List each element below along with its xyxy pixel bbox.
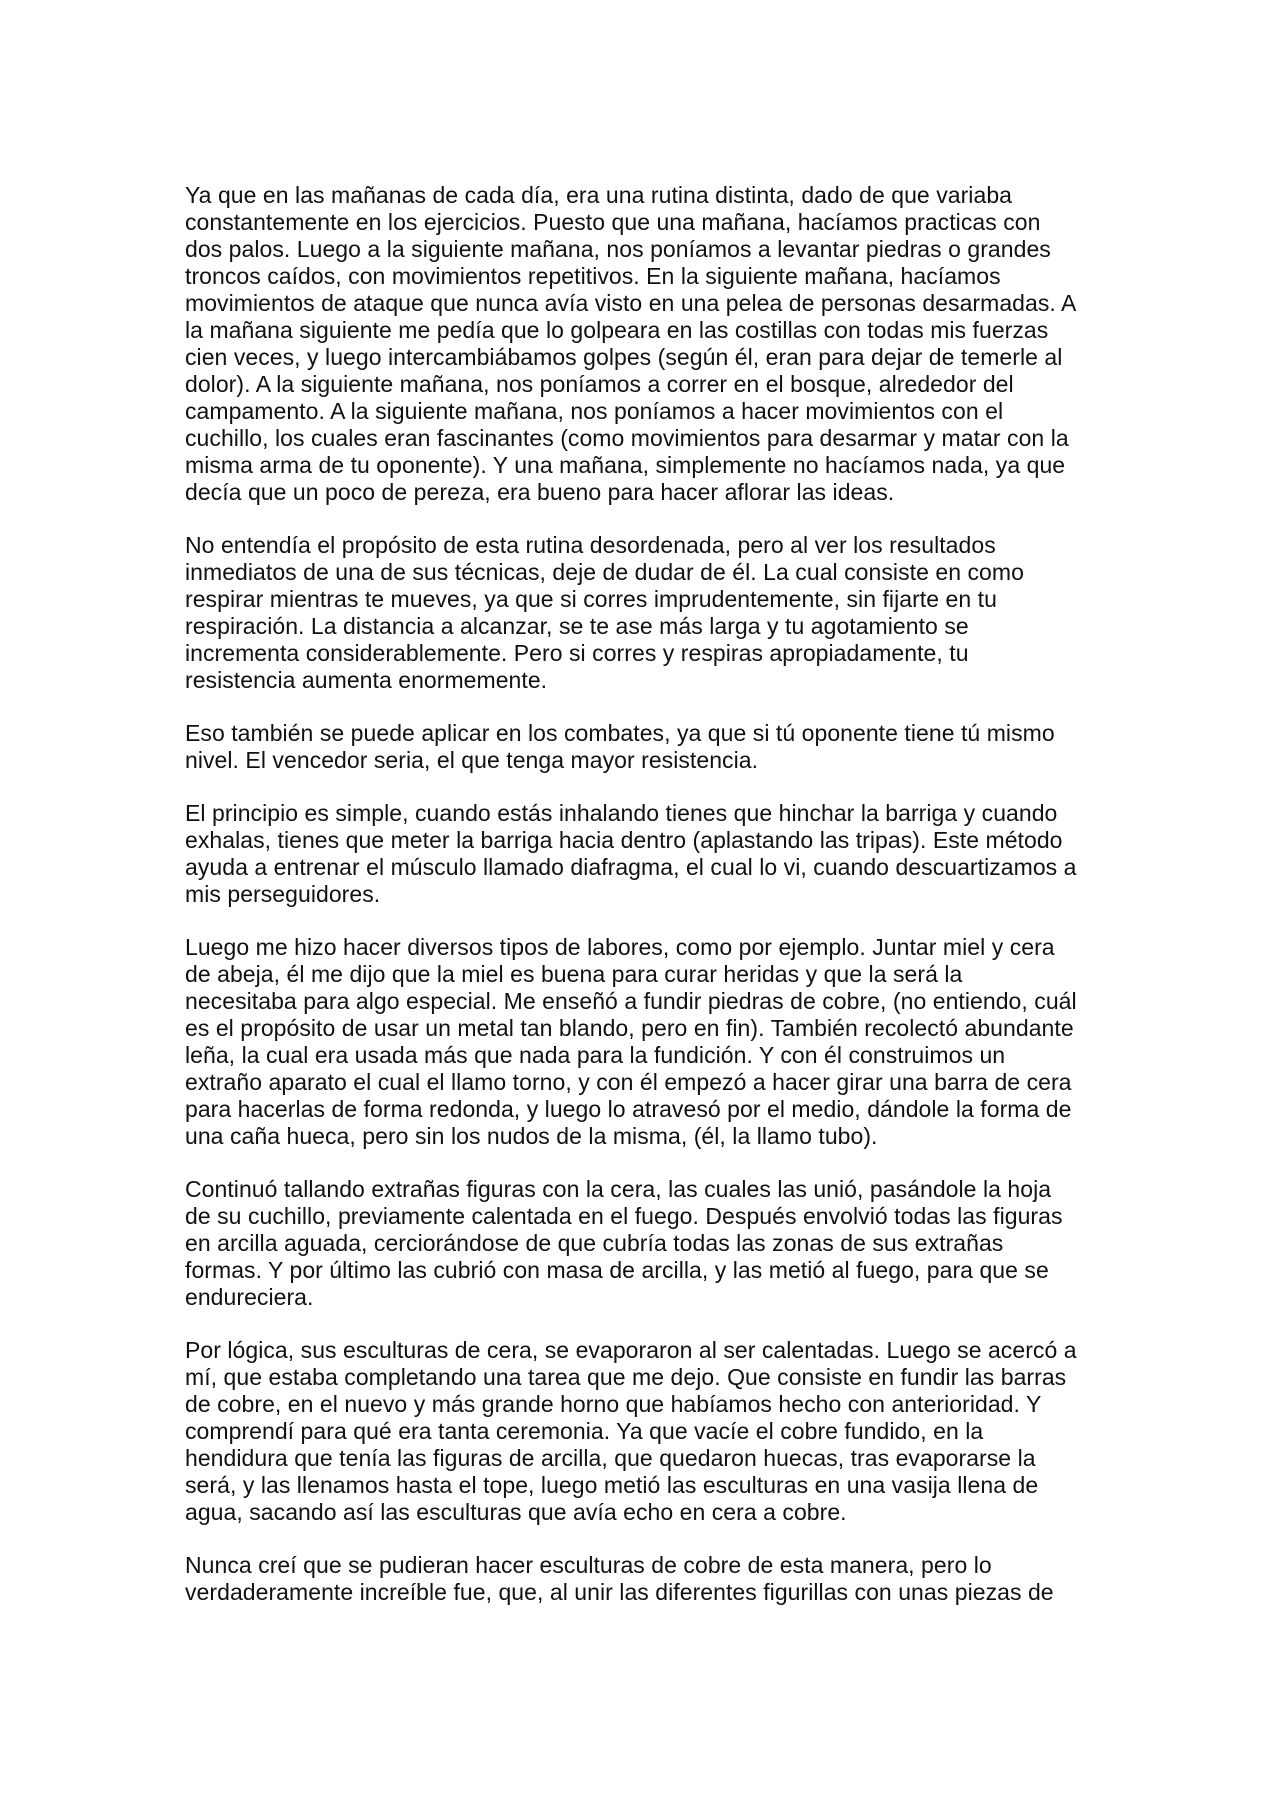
paragraph-3: Eso también se puede aplicar en los combates, ya que si tú oponente tiene tú mismo nivel. El vencedor seria, el que tenga mayor resistencia.	[185, 720, 1055, 773]
paragraph-7: Por lógica, sus esculturas de cera, se evaporaron al ser calentadas. Luego se acercó a mí, que estaba completando una tarea que me dejo. Que consiste en fundir las barras de cobre, en el nuevo y más grande horno que habíamos hecho con anterioridad. Y comprendí para qué era tanta ceremonia. Ya que vacíe el cobre fundido, en la hendidura que tenía las figuras de arcilla, que quedaron huecas, tras evaporarse la será, y las llenamos hasta el tope, luego metió las esculturas en una vasija llena de agua, sacando así las esculturas que avía echo en cera a cobre.	[185, 1337, 1077, 1525]
body-text	[185, 182, 1105, 1632]
paragraph-6: Continuó tallando extrañas figuras con la cera, las cuales las unió, pasándole la hoja de su cuchillo, previamente calentada en el fuego. Después envolvió todas las figuras en arcilla aguada, cerciorándose de que cubría todas las zonas de sus extrañas formas. Y por último las cubrió con masa de arcilla, y las metió al fuego, para que se endureciera.	[185, 1176, 1063, 1310]
paragraph-1: Ya que en las mañanas de cada día, era una rutina distinta, dado de que variaba constantemente en los ejercicios. Puesto que una mañana, hacíamos practicas con dos palos. Luego a la siguiente mañana, nos poníamos a levantar piedras o grandes troncos caídos, con movimientos repetitivos. En la siguiente mañana, hacíamos movimientos de ataque que nunca avía visto en una pelea de personas desarmadas. A la mañana siguiente me pedía que lo golpeara en las costillas con todas mis fuerzas cien veces, y luego intercambiábamos golpes (según él, eran para dejar de temerle al dolor). A la siguiente mañana, nos poníamos a correr en el bosque, alrededor del campamento. A la siguiente mañana, nos poníamos a hacer movimientos con el cuchillo, los cuales eran fascinantes (como movimientos para desarmar y matar con la misma arma de tu oponente). Y una mañana, simplemente no hacíamos nada, ya que decía que un poco de pereza, era bueno para hacer aflorar las ideas.	[185, 182, 1077, 505]
paragraph-8: Nunca creí que se pudieran hacer esculturas de cobre de esta manera, pero lo verdaderamente increíble fue, que, al unir las diferentes figurillas con unas piezas de	[185, 1552, 1054, 1605]
paragraph-4: El principio es simple, cuando estás inhalando tienes que hinchar la barriga y cuando exhalas, tienes que meter la barriga hacia dentro (aplastando las tripas). Este método ayuda a entrenar el músculo llamado diafragma, el cual lo vi, cuando descuartizamos a mis perseguidores.	[185, 800, 1077, 907]
paragraph-2: No entendía el propósito de esta rutina desordenada, pero al ver los resultados inmediatos de una de sus técnicas, deje de dudar de él. La cual consiste en como respirar mientras te mueves, ya que si corres imprudentemente, sin fijarte en tu respiración. La distancia a alcanzar, se te ase más larga y tu agotamiento se incrementa considerablemente. Pero si corres y respiras apropiadamente, tu resistencia aumenta enormemente.	[185, 532, 1024, 693]
paragraph-5: Luego me hizo hacer diversos tipos de labores, como por ejemplo. Juntar miel y cera de abeja, él me dijo que la miel es buena para curar heridas y que la será la necesitaba para algo especial. Me enseñó a fundir piedras de cobre, (no entiendo, cuál es el propósito de usar un metal tan blando, pero en fin). También recolectó abundante leña, la cual era usada más que nada para la fundición. Y con él construimos un extraño aparato el cual el llamo torno, y con él empezó a hacer girar una barra de cera para hacerlas de forma redonda, y luego lo atravesó por el medio, dándole la forma de una caña hueca, pero sin los nudos de la misma, (él, la llamo tubo).	[185, 934, 1077, 1149]
